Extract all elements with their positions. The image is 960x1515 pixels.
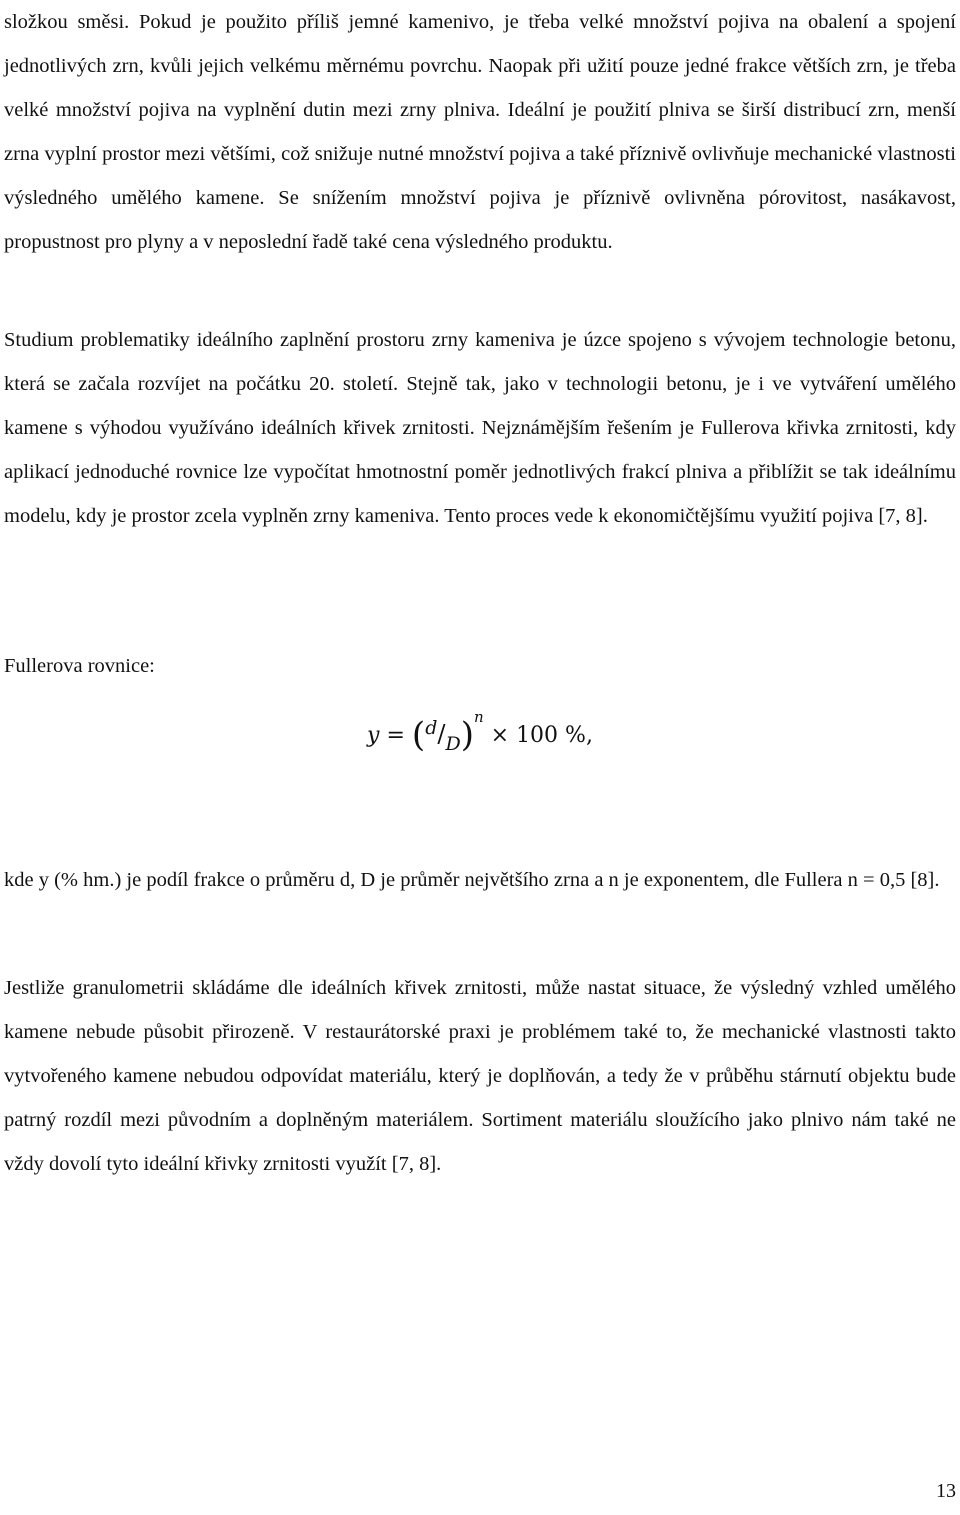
page-number: 13: [936, 1480, 956, 1502]
equation-equals: =: [386, 723, 405, 748]
paragraph-ideal-grading-history: Studium problematiky ideálního zaplnění prostoru zrny kameniva je úzce spojeno s vývojem technologie betonu, která se začala rozvíjet na počátku 20. století. Stejně tak, jako v technologii betonu, je i ve vytváření umělého kamene s výhodou využíváno ideálních křivek zrnitosti. Nejznámějším řešením je Fullerova křivka zrnitosti, kdy aplikací jednoduché rovnice lze vypočítat hmotnostní poměr jednotlivých frakcí plniva a přiblížit se tak ideálnímu modelu, kdy je prostor zcela vyplněn zrny kameniva. Tento proces vede k ekonomičtějšímu využití pojiva [7, 8].: [4, 329, 956, 527]
paragraph-restoration-practice: Jestliže granulometrii skládáme dle ideálních křivek zrnitosti, může nastat situace, že výsledný vzhled umělého kamene nebude působit přirozeně. V restaurátorské praxi je problémem také to, že mechanické vlastnosti takto vytvořeného kamene nebudou odpovídat materiálu, který je doplňován, a tedy že v průběhu stárnutí objektu bude patrný rozdíl mezi původním a doplněným materiálem. Sortiment materiálu sloužícího jako plnivo nám také ne vždy dovolí tyto ideální křivky zrnitosti využít [7, 8].: [4, 977, 956, 1175]
equation-lhs: y: [367, 723, 380, 748]
equation-times: ×: [490, 723, 510, 748]
equation-slash: /: [437, 720, 446, 748]
equation-value: 100 %,: [516, 723, 593, 748]
equation-open-paren: (: [411, 715, 426, 755]
equation-exponent: n: [473, 708, 484, 726]
equation-caption: Fullerova rovnice:: [4, 655, 155, 677]
paragraph-equation-legend: kde y (% hm.) je podíl frakce o průměru d, D je průměr největšího zrna a n je exponentem, dle Fullera n = 0,5 [8].: [4, 869, 940, 891]
equation-denominator: D: [445, 733, 461, 755]
equation-numerator: d: [425, 717, 438, 739]
paragraph-filler-grain-size: složkou směsi. Pokud je použito příliš jemné kamenivo, je třeba velké množství pojiva na obalení a spojení jednotlivých zrn, kvůli jejich velkému měrnému povrchu. Naopak při užití pouze jedné frakce větších zrn, je třeba velké množství pojiva na vyplnění dutin mezi zrny plniva. Ideální je použití plniva se širší distribucí zrn, menší zrna vyplní prostor mezi většími, což snižuje nutné množství pojiva a také příznivě ovlivňuje mechanické vlastnosti výsledného umělého kamene. Se snížením množství pojiva je příznivě ovlivněna pórovitost, nasákavost, propustnost pro plyny a v neposlední řadě také cena výsledného produktu.: [4, 11, 956, 253]
fuller-equation: [0, 708, 960, 778]
equation-close-paren: ): [460, 715, 474, 755]
